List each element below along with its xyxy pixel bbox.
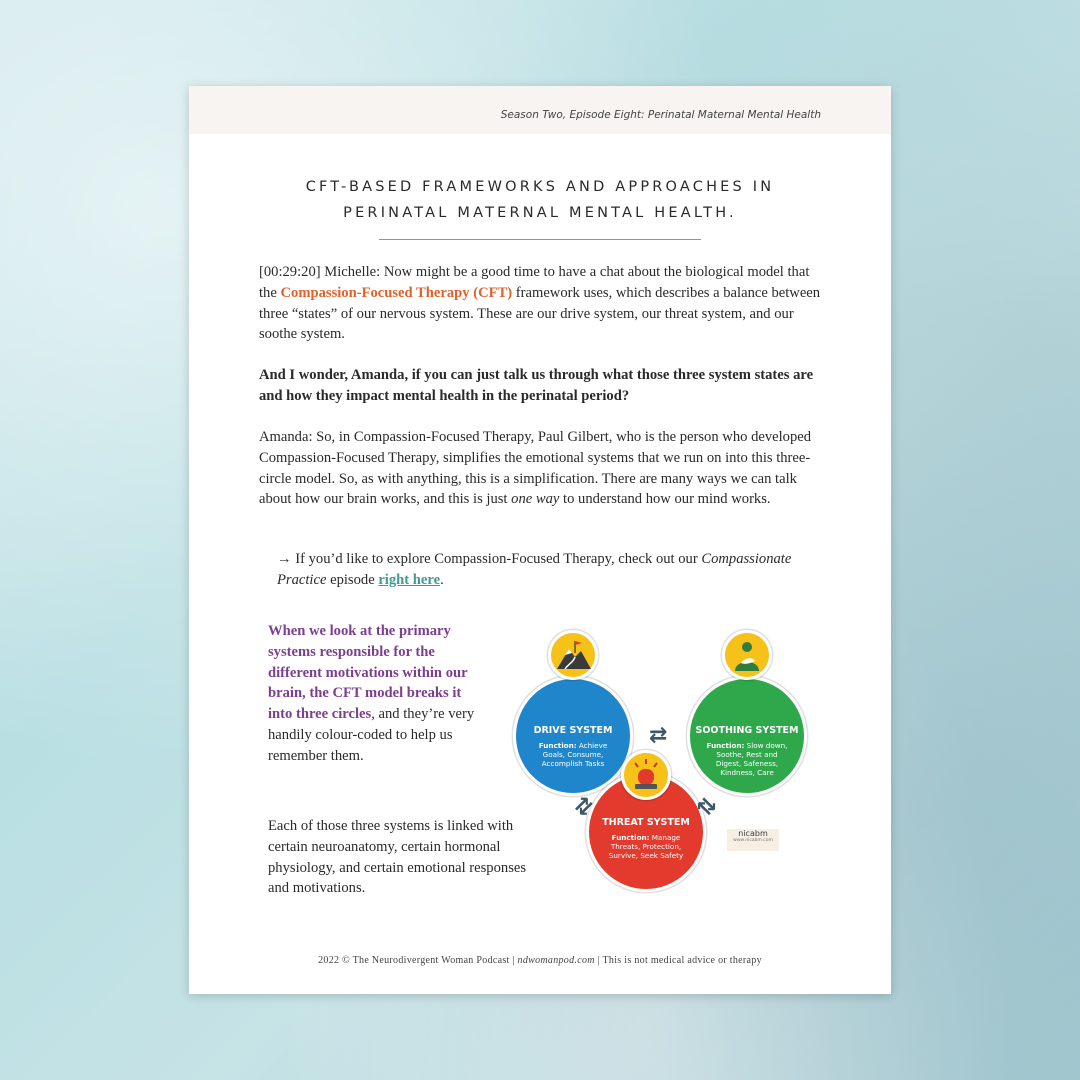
callout-three-circles [268, 621, 478, 767]
p1-text-a: [00:29:20] Michelle: Now might be a good time to have a chat about the biological model that the [259, 264, 810, 301]
threat-system-title: THREAT SYSTEM [602, 817, 690, 828]
mountain-flag-icon [548, 630, 598, 680]
footer-text-a: 2022 © The Neurodivergent Woman Podcast | [318, 955, 518, 966]
drive-system-circle [513, 676, 633, 796]
paragraph-michelle-intro [259, 262, 824, 345]
page-title-line-1: CFT-BASED FRAMEWORKS AND APPROACHES IN [305, 179, 775, 195]
page-footer [189, 955, 891, 966]
callout-systems-linked: Each of those three systems is linked with certain neuroanatomy, certain hormonal physiology, and certain emotional responses and motivations. [268, 818, 527, 897]
function-text: Slow down, Soothe, Rest and Digest, Safeness, Kindness, Care [715, 741, 788, 777]
function-text: Manage Threats, Protection, Survive, Seek Safety [608, 833, 684, 860]
threat-system-function [603, 833, 689, 860]
p4-text-b: episode [326, 571, 379, 588]
p3-text-b: to understand how our mind works. [559, 491, 771, 508]
right-here-link[interactable]: right here [378, 571, 441, 588]
soothing-system-circle [687, 676, 807, 796]
p4-text-a: → If you’d like to explore Compassion-Focused Therapy, check out our [277, 551, 702, 567]
siren-icon [621, 750, 671, 800]
callout-highlight: When we look at the primary systems responsible for the different motivations within our brain, the CFT model breaks it into three circles [268, 623, 468, 723]
footer-text-b: | This is not medical advice or therapy [594, 955, 762, 966]
drive-system-title: DRIVE SYSTEM [533, 725, 613, 736]
function-label: Function: [538, 741, 577, 750]
nicabm-logo [727, 829, 779, 851]
callout-rest: , and they’re very handily colour-coded to help us remember them. [268, 706, 475, 764]
drive-threat-arrows-icon: ⇄ [568, 791, 600, 822]
p4-episode-name: Compassionate Practice [277, 551, 792, 588]
drive-soothing-arrows-icon: ⇄ [649, 723, 668, 748]
function-text: Achieve Goals, Consume, Accomplish Tasks [541, 741, 608, 768]
footer-site: ndwomanpod.com [517, 955, 595, 966]
logo-url: www.nicabm.com [733, 838, 773, 843]
paragraph-question: And I wonder, Amanda, if you can just talk us through what those three system states are and how they impact mental health in the perinatal period? [259, 367, 814, 404]
page-title [189, 174, 891, 226]
paragraph-amanda-answer [259, 427, 824, 510]
soothing-system-title: SOOTHING SYSTEM [695, 725, 799, 736]
logo-name: nicabm [738, 829, 768, 838]
page-title-line-2: PERINATAL MATERNAL MENTAL HEALTH. [343, 205, 737, 221]
function-label: Function: [611, 833, 650, 842]
three-circle-diagram [509, 626, 809, 896]
p3-italic: one way [511, 491, 560, 508]
person-leaf-icon [722, 630, 772, 680]
p3-text-a: Amanda: So, in Compassion-Focused Therapy, Paul Gilbert, who is the person who developed Compassion-Focused Therapy, simplifies the emotional systems that we run on into this three-circle model. So, as with anything, this is a simplification. There are many ways we can talk about how our brain works, and this is just [259, 429, 812, 508]
document-page [189, 86, 891, 994]
function-label: Function: [706, 741, 745, 750]
episode-header: Season Two, Episode Eight: Perinatal Maternal Mental Health [500, 109, 821, 121]
soothing-threat-arrows-icon: ⇄ [690, 791, 722, 822]
p1-text-b: framework uses, which describes a balance between three “states” of our nervous system. These are our drive system, our threat system, and our soothe system. [259, 284, 821, 343]
drive-system-function [530, 741, 616, 768]
cft-highlight: Compassion-Focused Therapy (CFT) [280, 284, 513, 301]
soothing-system-function [704, 741, 790, 777]
paragraph-explore-link [277, 549, 827, 591]
title-divider [379, 239, 701, 240]
p4-text-c: . [440, 571, 444, 588]
